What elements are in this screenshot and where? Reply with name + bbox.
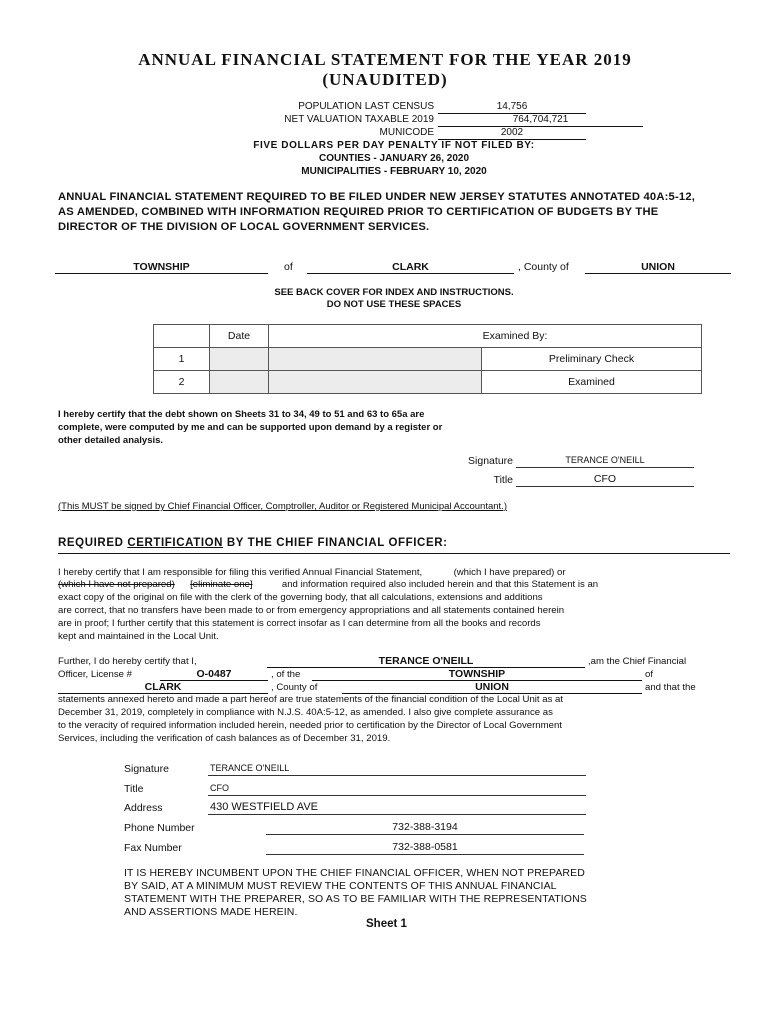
valuation-label: NET VALUATION TAXABLE 2019 (284, 114, 434, 125)
cert-paragraph-line: are correct, that no transfers have been made to or from emergency appropriations and all statements contained herein (58, 605, 565, 616)
examiner-cell[interactable] (269, 371, 482, 394)
struck-option: [eliminate one] (190, 579, 253, 590)
instructions-line1: SEE BACK COVER FOR INDEX AND INSTRUCTIONS. (274, 287, 514, 298)
date-cell[interactable] (210, 348, 269, 371)
examiner-cell[interactable] (269, 348, 482, 371)
table-row (154, 325, 702, 348)
section-divider (58, 553, 730, 554)
statute-text: ANNUAL FINANCIAL STATEMENT REQUIRED TO BE FILED UNDER NEW JERSEY STATUTES ANNOTATED 40A:5-12, AS AMENDED, COMBINED WITH INFORMATION REQUIRED PRIOR TO CERTIFICATION OF BUDGETS BY THE DIRECTOR OF THE DIVISION OF LOCAL GOVERNMENT SERVICES. (58, 191, 696, 233)
debt-cert-line: I hereby certify that the debt shown on Sheets 31 to 34, 49 to 51 and 63 to 65a are (58, 409, 425, 420)
of-the-label: , of the (271, 669, 301, 680)
chief-financial-label: ,am the Chief Financial (588, 656, 687, 667)
cert-paragraph-line: kept and maintained in the Local Unit. (58, 631, 219, 642)
debt-cert-line: complete, were computed by me and can be supported upon demand by a register or (58, 422, 443, 433)
debt-signature-field: TERANCE O'NEILL (516, 453, 694, 468)
cfo-name-field: TERANCE O'NEILL (267, 655, 585, 668)
population-label: POPULATION LAST CENSUS (298, 101, 434, 112)
cfo-certification-heading (58, 537, 448, 549)
cert-paragraph-line: Services, including the verification of cash balances as of December 31, 2019. (58, 733, 391, 744)
municipalities-deadline: MUNICIPALITIES - FEBRUARY 10, 2020 (301, 166, 487, 177)
examined-by-header: Examined By: (269, 325, 702, 348)
of-label: of (284, 261, 293, 273)
contact-title-field[interactable]: CFO (208, 781, 586, 796)
municode-field: 2002 (438, 127, 586, 140)
phone-label: Phone Number (124, 822, 195, 834)
signature-note: (This MUST be signed by Chief Financial Officer, Comptroller, Auditor or Registered Municipal Accountant.) (58, 501, 507, 512)
municipality-type-field: TOWNSHIP (55, 261, 268, 274)
fax-label: Fax Number (124, 842, 182, 854)
debt-certification-text (58, 408, 442, 447)
cert-paragraph-line: statements annexed hereto and made a part hereof are true statements of the financial condition of the Local Unit as at (58, 694, 564, 705)
county-field: UNION (585, 261, 731, 274)
instructions-line2: DO NOT USE THESE SPACES (326, 299, 462, 310)
and-that-label: and that the (645, 682, 696, 693)
heading-underlined: CERTIFICATION (127, 537, 224, 549)
row-number: 1 (154, 348, 210, 371)
penalty-notice: FIVE DOLLARS PER DAY PENALTY IF NOT FILED BY: (253, 140, 535, 151)
check-label: Preliminary Check (482, 348, 702, 371)
cert-county-field: UNION (342, 681, 642, 694)
page-title: ANNUAL FINANCIAL STATEMENT FOR THE YEAR 2019 (138, 50, 632, 69)
further-label: Further, I do hereby certify that I, (58, 656, 197, 667)
cert-paragraph-line: are in proof; I further certify that this statement is correct insofar as I can determine from all the books and records (58, 618, 541, 629)
of-label: of (645, 669, 654, 680)
notice-line: IT IS HEREBY INCUMBENT UPON THE CHIEF FINANCIAL OFFICER, WHEN NOT PREPARED (124, 867, 585, 879)
heading-part: BY THE CHIEF FINANCIAL OFFICER: (226, 537, 448, 549)
check-label: Examined (482, 371, 702, 394)
contact-signature-field[interactable]: TERANCE O'NEILL (208, 761, 586, 776)
struck-option: (which I have not prepared) (58, 579, 175, 590)
phone-field[interactable]: 732-388-3194 (266, 820, 584, 835)
page-subtitle: (UNAUDITED) (322, 70, 448, 89)
notice-line: AND ASSERTIONS MADE HEREIN. (124, 906, 298, 918)
table-row (154, 348, 702, 371)
fax-field[interactable]: 732-388-0581 (266, 840, 584, 855)
address-label: Address (124, 802, 163, 814)
license-field: O-0487 (160, 668, 268, 681)
row-number: 2 (154, 371, 210, 394)
debt-title-field: CFO (516, 472, 694, 487)
cert-paragraph-line: December 31, 2019, completely in compliance with N.J.S. 40A:5-12, as amended. I also give complete assurance as (58, 707, 553, 718)
examination-table (153, 324, 702, 394)
debt-signature-label: Signature (468, 455, 513, 467)
license-label: Officer, License # (58, 669, 132, 680)
counties-deadline: COUNTIES - JANUARY 26, 2020 (318, 153, 470, 164)
population-field: 14,756 (438, 101, 586, 114)
heading-part: REQUIRED (58, 537, 124, 549)
table-row (154, 371, 702, 394)
notice-line: BY SAID, AT A MINIMUM MUST REVIEW THE CONTENTS OF THIS ANNUAL FINANCIAL (124, 880, 557, 892)
municode-label: MUNICODE (379, 127, 434, 138)
cert-paragraph-line: I hereby certify that I am responsible for filing this verified Annual Financial Statement, (which I have prepared) or (58, 567, 566, 578)
debt-title-label: Title (493, 474, 513, 486)
municipality-name-field: CLARK (307, 261, 514, 274)
date-header: Date (210, 325, 269, 348)
valuation-field: 764,704,721 (438, 114, 643, 127)
county-of-label: , County of (271, 682, 318, 693)
cert-paragraph-line: to the veracity of required information included herein, needed prior to certification by the Director of Local Government (58, 720, 562, 731)
debt-cert-line: other detailed analysis. (58, 435, 164, 446)
county-label: , County of (518, 261, 569, 273)
contact-signature-label: Signature (124, 763, 169, 775)
address-field[interactable]: 430 WESTFIELD AVE (208, 800, 586, 815)
sheet-number: Sheet 1 (366, 918, 407, 930)
incumbent-notice (124, 867, 587, 919)
cert-municipality-type-field: TOWNSHIP (312, 668, 642, 681)
cert-paragraph-line: exact copy of the original on file with the clerk of the governing body, that all calculations, extensions and additions (58, 592, 543, 603)
cert-paragraph-line: (which I have not prepared) [eliminate one] and information required also included herein and that this Statement is an (58, 579, 599, 590)
cert-municipality-field: CLARK (58, 681, 268, 694)
notice-line: STATEMENT WITH THE PREPARER, SO AS TO BE FAMILIAR WITH THE REPRESENTATIONS (124, 893, 587, 905)
contact-title-label: Title (124, 783, 144, 795)
date-cell[interactable] (210, 371, 269, 394)
